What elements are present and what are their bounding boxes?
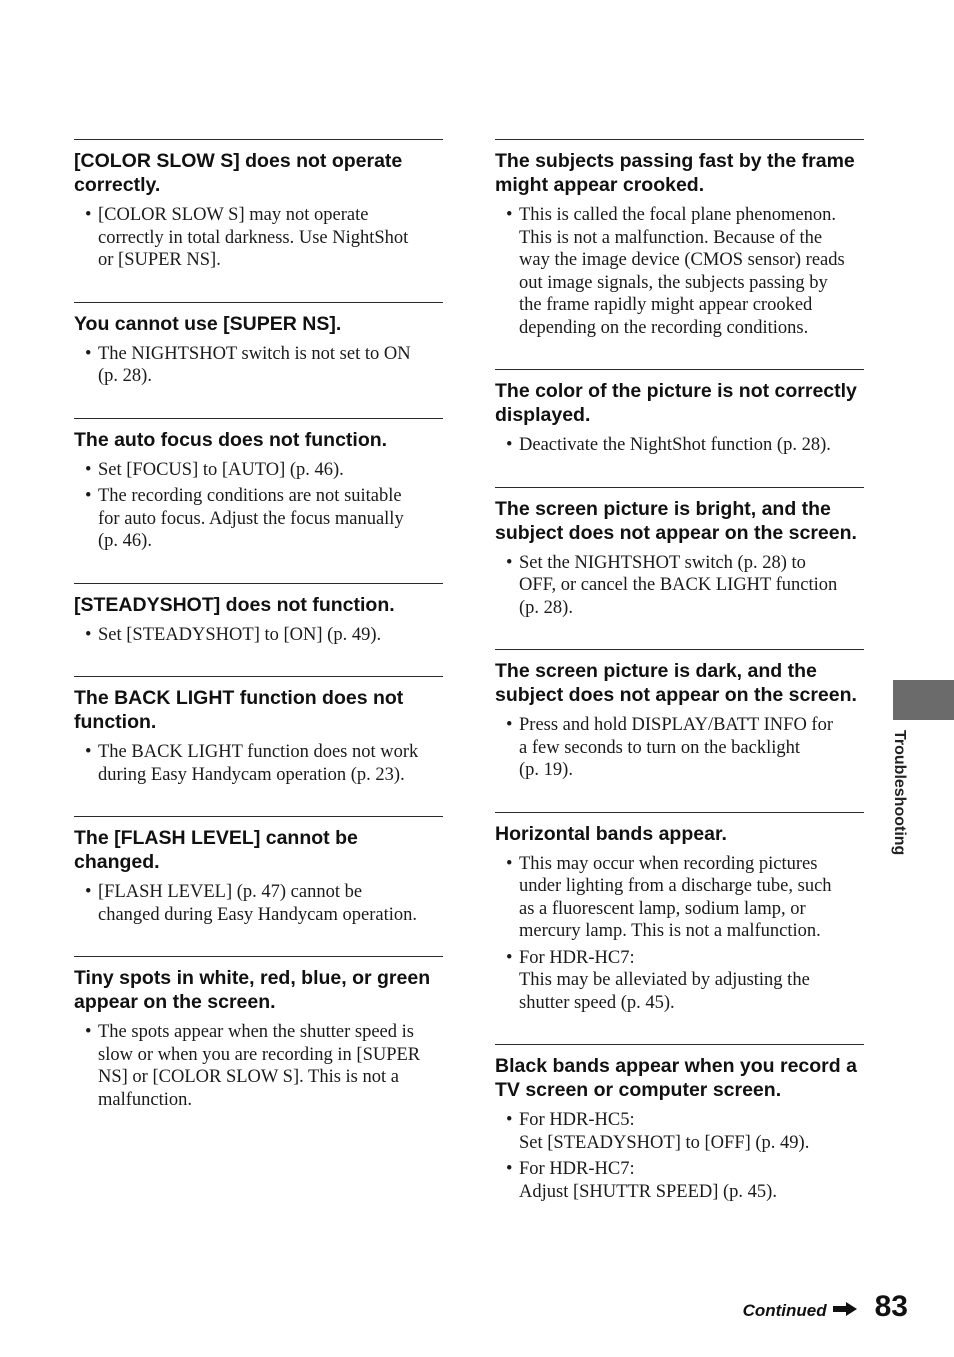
item-bullets — [495, 853, 864, 1045]
left-column — [74, 139, 443, 1141]
item-bullets — [495, 552, 864, 650]
bullet-item — [495, 552, 864, 620]
item-bullets — [74, 459, 443, 583]
bullet-line: • Press and hold DISPLAY/BATT INFO for — [519, 715, 834, 735]
bullet-item — [74, 624, 443, 647]
item-bullets — [495, 434, 864, 487]
bullet-line: way the image device (CMOS sensor) reads — [519, 250, 845, 270]
troubleshooting-item — [74, 302, 443, 418]
troubleshooting-item — [74, 583, 443, 677]
item-heading: The screen picture is dark, and the subject does not appear on the screen. — [495, 660, 857, 706]
troubleshooting-item — [495, 369, 864, 487]
bullet-line: • Set [STEADYSHOT] to [ON] (p. 49). — [98, 624, 382, 645]
item-heading: Black bands appear when you record a TV screen or computer screen. — [495, 1055, 857, 1101]
bullet-item — [495, 434, 864, 457]
bullet-line: • The BACK LIGHT function does not work — [98, 742, 419, 762]
section-tab-text: Troubleshooting — [891, 730, 908, 856]
item-heading: The subjects passing fast by the frame might appear crooked. — [495, 150, 855, 196]
item-heading: Horizontal bands appear. — [495, 822, 727, 845]
item-bullets — [495, 714, 864, 812]
bullet-line: out image signals, the subjects passing by — [519, 272, 828, 293]
bullet-line: slow or when you are recording in [SUPER — [98, 1044, 421, 1065]
bullet-line: shutter speed (p. 45). — [519, 992, 675, 1013]
bullet-line: changed during Easy Handycam operation. — [98, 904, 418, 925]
bullet-item — [495, 853, 864, 943]
troubleshooting-item — [495, 812, 864, 1045]
bullet-line: Set [STEADYSHOT] to [OFF] (p. 49). — [519, 1132, 810, 1153]
bullet-line: • The NIGHTSHOT switch is not set to ON — [98, 343, 411, 364]
bullet-item — [74, 1021, 443, 1111]
bullet-line: or [SUPER NS]. — [98, 250, 221, 270]
bullet-line: • [COLOR SLOW S] may not operate — [98, 205, 369, 225]
bullet-line: • Set the NIGHTSHOT switch (p. 28) to — [519, 552, 806, 573]
troubleshooting-item — [495, 1044, 864, 1233]
bullet-line: the frame rapidly might appear crooked — [519, 295, 813, 315]
item-bullets — [495, 1109, 864, 1233]
bullet-line: • For HDR-HC7: — [519, 1159, 635, 1179]
item-bullets — [495, 204, 864, 369]
section-tab — [893, 680, 954, 720]
item-heading: [COLOR SLOW S] does not operate correctly. — [74, 150, 403, 196]
continued-label: Continued — [742, 1301, 827, 1320]
item-heading: The BACK LIGHT function does not function. — [74, 687, 404, 733]
bullet-line: • This may occur when recording pictures — [519, 853, 818, 874]
page-footer — [743, 1290, 908, 1326]
troubleshooting-item — [495, 649, 864, 812]
section-tab-label — [888, 730, 928, 870]
bullet-item — [74, 485, 443, 553]
bullet-line: • Set [FOCUS] to [AUTO] (p. 46). — [98, 459, 344, 480]
bullet-line: a few seconds to turn on the backlight — [519, 737, 801, 758]
bullet-item — [495, 714, 864, 782]
bullet-line: under lighting from a discharge tube, such — [519, 876, 832, 896]
item-bullets — [74, 624, 443, 677]
item-heading: [STEADYSHOT] does not function. — [74, 593, 395, 616]
troubleshooting-item — [495, 487, 864, 650]
item-heading: The [FLASH LEVEL] cannot be changed. — [74, 827, 358, 873]
item-bullets — [74, 741, 443, 816]
item-heading: The auto focus does not function. — [74, 428, 388, 451]
item-bullets — [74, 343, 443, 418]
bullet-line: Adjust [SHUTTR SPEED] (p. 45). — [519, 1181, 777, 1202]
bullet-line: • [FLASH LEVEL] (p. 47) cannot be — [98, 882, 363, 902]
bullet-item — [74, 741, 443, 786]
bullet-line: as a fluorescent lamp, sodium lamp, or — [519, 898, 806, 919]
bullet-item — [495, 1158, 864, 1203]
bullet-item — [495, 204, 864, 339]
item-heading: Tiny spots in white, red, blue, or green appear on the screen. — [74, 967, 431, 1013]
item-heading: The color of the picture is not correctly displayed. — [495, 380, 857, 426]
bullet-line: (p. 28). — [98, 366, 152, 386]
troubleshooting-item — [74, 956, 443, 1141]
troubleshooting-item — [74, 418, 443, 583]
right-arrow-icon — [833, 1302, 857, 1316]
bullet-line: • For HDR-HC7: — [519, 947, 635, 968]
troubleshooting-item — [74, 676, 443, 816]
bullet-line: during Easy Handycam operation (p. 23). — [98, 764, 405, 785]
page-number: 83 — [874, 1290, 908, 1323]
bullet-line: NS] or [COLOR SLOW S]. This is not a — [98, 1067, 399, 1087]
troubleshooting-item — [495, 139, 864, 369]
item-bullets — [74, 881, 443, 956]
bullet-line: (p. 46). — [98, 531, 152, 551]
bullet-line: mercury lamp. This is not a malfunction. — [519, 921, 821, 941]
bullet-line: • The spots appear when the shutter speed is — [98, 1022, 414, 1042]
bullet-line: (p. 28). — [519, 597, 573, 618]
bullet-line: OFF, or cancel the BACK LIGHT function — [519, 575, 838, 595]
bullet-line: • The recording conditions are not suitable — [98, 486, 402, 506]
bullet-line: depending on the recording conditions. — [519, 317, 809, 338]
bullet-item — [74, 881, 443, 926]
bullet-line: malfunction. — [98, 1089, 193, 1110]
item-bullets — [74, 1021, 443, 1141]
bullet-item — [495, 947, 864, 1015]
troubleshooting-item — [74, 139, 443, 302]
bullet-item — [495, 1109, 864, 1154]
bullet-line: • This is called the focal plane phenomenon. — [519, 205, 836, 225]
item-bullets — [74, 204, 443, 302]
bullet-line: • Deactivate the NightShot function (p. 28). — [519, 435, 831, 455]
bullet-item — [74, 343, 443, 388]
bullet-item — [74, 204, 443, 272]
bullet-line: correctly in total darkness. Use NightShot — [98, 227, 409, 248]
right-column — [495, 139, 864, 1233]
bullet-line: This may be alleviated by adjusting the — [519, 970, 810, 990]
bullet-line: for auto focus. Adjust the focus manually — [98, 508, 404, 529]
bullet-line: This is not a malfunction. Because of the — [519, 227, 823, 248]
bullet-line: (p. 19). — [519, 760, 573, 780]
troubleshooting-item — [74, 816, 443, 956]
bullet-item — [74, 459, 443, 482]
item-heading: The screen picture is bright, and the subject does not appear on the screen. — [495, 497, 857, 544]
bullet-line: • For HDR-HC5: — [519, 1110, 635, 1130]
item-heading: You cannot use [SUPER NS]. — [74, 312, 342, 335]
